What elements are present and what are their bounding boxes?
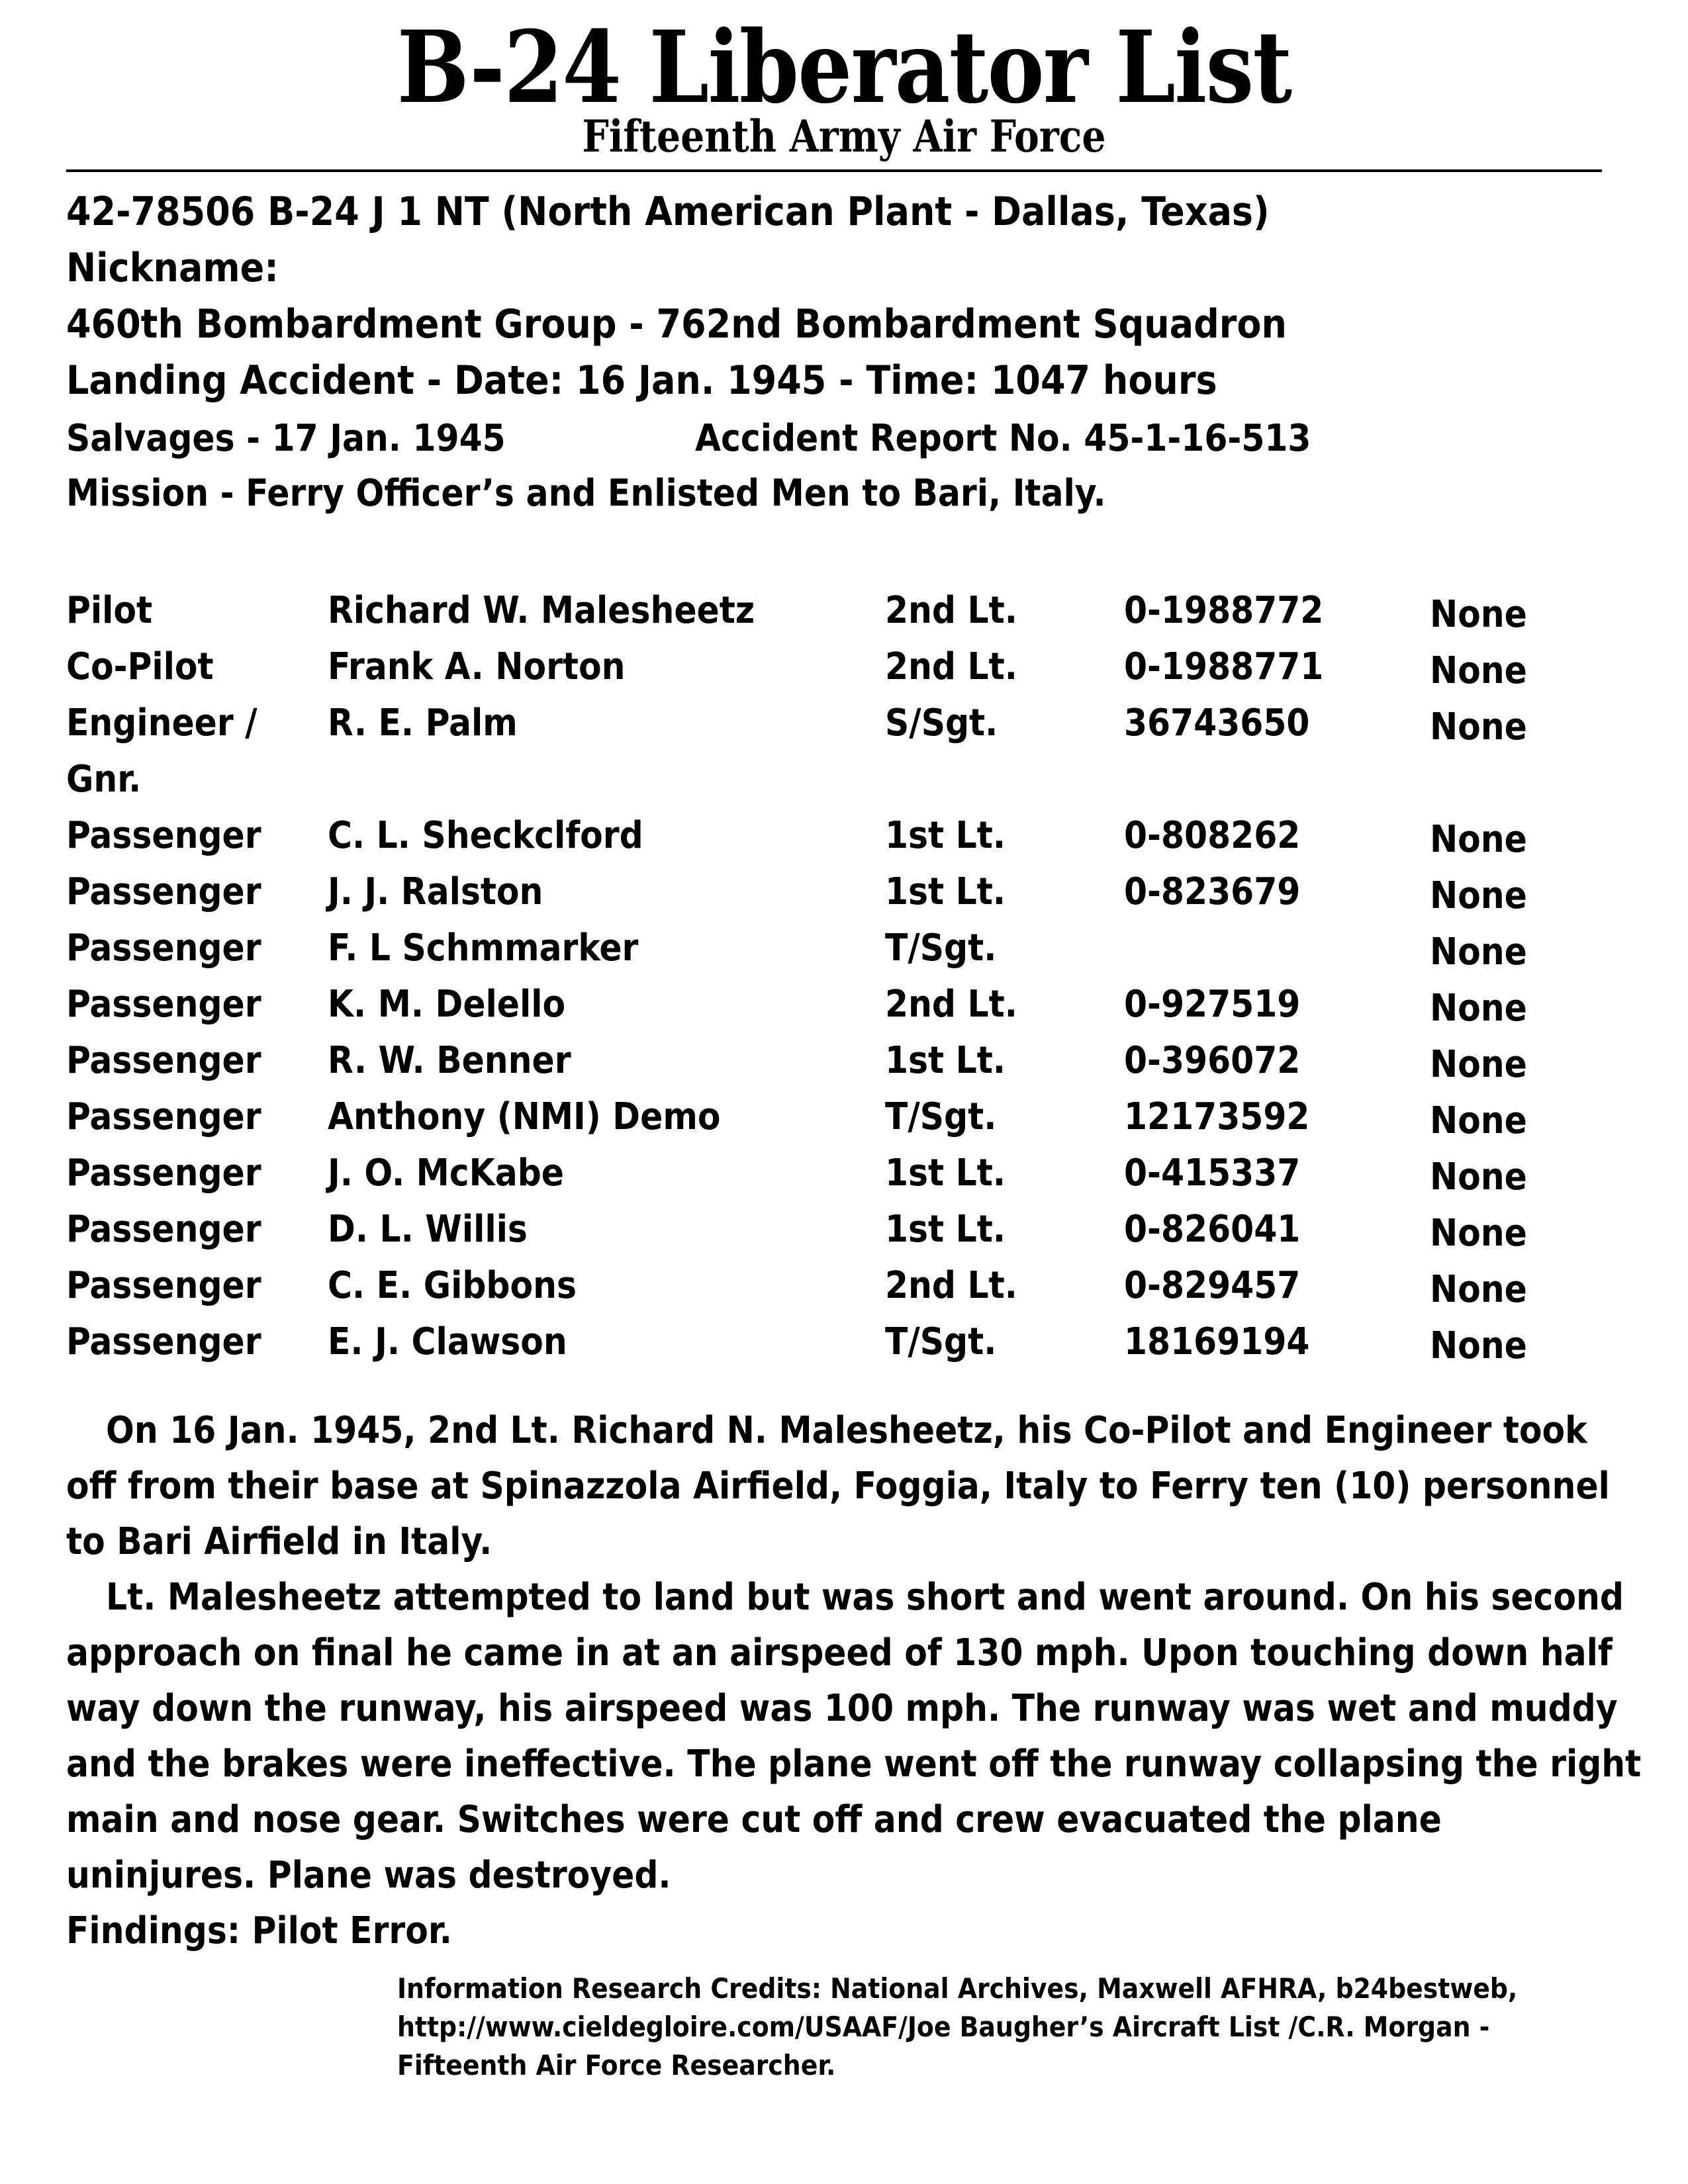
crew-row — [66, 807, 1622, 864]
crew-row — [66, 976, 1622, 1032]
crew-name: D. L. Willis — [328, 1208, 528, 1251]
crew-serial: 18169194 — [1124, 1320, 1310, 1363]
crew-name: Anthony (NMI) Demo — [328, 1095, 721, 1138]
crew-rank: 2nd Lt. — [885, 589, 1017, 632]
crew-status: None — [1430, 649, 1527, 692]
crew-role: Passenger — [66, 1320, 261, 1363]
crew-rank: T/Sgt. — [885, 927, 997, 970]
narrative-paragraph-2: Lt. Malesheetz attempted to land but was short and went around. On his second approach on final he came in at an airspeed of 130 mph. Upon touching down half way down the runway, his airspeed was 100 mph. The runway was wet and muddy and the brakes were ineffective. The plane went off the runway collapsing the right main and nose gear. Switches were cut off and crew evacuated the plane uninjures. Plane was destroyed. — [66, 1576, 1642, 1897]
crew-role: Co-Pilot — [66, 645, 214, 688]
crew-role: Passenger — [66, 927, 261, 970]
crew-name: J. O. McKabe — [328, 1152, 564, 1195]
crew-role: Passenger — [66, 814, 261, 857]
crew-row — [66, 1145, 1622, 1201]
crew-rank: 1st Lt. — [885, 870, 1006, 913]
crew-name: C. E. Gibbons — [328, 1264, 577, 1307]
aircraft-id-line: 42-78506 B-24 J 1 NT (North American Plant - Dallas, Texas) — [66, 189, 1270, 235]
findings: Findings: Pilot Error. — [66, 1909, 452, 1952]
crew-role: Passenger — [66, 983, 261, 1026]
crew-name: C. L. Sheckclford — [328, 814, 643, 857]
crew-name: J. J. Ralston — [328, 870, 543, 913]
crew-rank: 1st Lt. — [885, 814, 1006, 857]
title-divider — [66, 169, 1602, 172]
accident-report-line: Accident Report No. 45-1-16-513 — [695, 417, 1311, 460]
crew-row — [66, 695, 1622, 807]
page-title: B-24 Liberator List — [397, 9, 1291, 126]
mission-line: Mission - Ferry Officer’s and Enlisted Men to Bari, Italy. — [66, 472, 1106, 515]
crew-status: None — [1430, 1268, 1527, 1311]
crew-row — [66, 864, 1622, 920]
crew-status: None — [1430, 1212, 1527, 1255]
crew-status: None — [1430, 874, 1527, 917]
crew-row — [66, 1314, 1622, 1370]
crew-status: None — [1430, 1324, 1527, 1367]
crew-rank: 2nd Lt. — [885, 645, 1017, 688]
crew-row — [66, 1089, 1622, 1145]
crew-row — [66, 1032, 1622, 1089]
crew-status: None — [1430, 818, 1527, 861]
crew-name: R. E. Palm — [328, 702, 518, 745]
nickname-line: Nickname: — [66, 245, 279, 291]
crew-serial: 0-1988772 — [1124, 589, 1324, 632]
crew-rank: T/Sgt. — [885, 1095, 997, 1138]
crew-serial: 0-415337 — [1124, 1152, 1301, 1195]
crew-status: None — [1430, 987, 1527, 1030]
crew-serial: 0-829457 — [1124, 1264, 1301, 1307]
crew-serial: 0-927519 — [1124, 983, 1301, 1026]
crew-row — [66, 920, 1622, 976]
crew-status: None — [1430, 705, 1527, 749]
crew-role: Passenger — [66, 1152, 261, 1195]
page-subtitle: Fifteenth Army Air Force — [582, 111, 1106, 162]
crew-rank: 2nd Lt. — [885, 983, 1017, 1026]
crew-serial: 0-396072 — [1124, 1039, 1301, 1082]
crew-status: None — [1430, 1156, 1527, 1199]
crew-serial: 36743650 — [1124, 702, 1310, 745]
crew-rank: 2nd Lt. — [885, 1264, 1017, 1307]
crew-role: Passenger — [66, 1095, 261, 1138]
crew-serial: 0-823679 — [1124, 870, 1301, 913]
crew-rank: 1st Lt. — [885, 1152, 1006, 1195]
crew-status: None — [1430, 593, 1527, 636]
crew-status: None — [1430, 1099, 1527, 1142]
crew-status: None — [1430, 931, 1527, 974]
crew-role: Passenger — [66, 1039, 261, 1082]
crew-rank: 1st Lt. — [885, 1039, 1006, 1082]
crew-row — [66, 1201, 1622, 1257]
crew-role: Passenger — [66, 1264, 261, 1307]
crew-status: None — [1430, 1043, 1527, 1086]
crew-list — [66, 582, 1622, 1370]
crew-row — [66, 1257, 1622, 1314]
crew-role: Passenger — [66, 1208, 261, 1251]
crew-serial: 12173592 — [1124, 1095, 1310, 1138]
unit-line: 460th Bombardment Group - 762nd Bombardment Squadron — [66, 301, 1287, 347]
narrative-paragraph-1: On 16 Jan. 1945, 2nd Lt. Richard N. Malesheetz, his Co-Pilot and Engineer took off from their base at Spinazzola Airfield, Foggia, Italy to Ferry ten (10) personnel to Bari Airfield in Italy. — [66, 1409, 1610, 1563]
crew-rank: T/Sgt. — [885, 1320, 997, 1363]
salvage-line: Salvages - 17 Jan. 1945 — [66, 417, 506, 460]
crew-row — [66, 582, 1622, 639]
crew-serial: 0-1988771 — [1124, 645, 1324, 688]
crew-name: R. W. Benner — [328, 1039, 571, 1082]
crew-name: Frank A. Norton — [328, 645, 626, 688]
crew-role: Engineer / Gnr. — [66, 702, 258, 801]
crew-row — [66, 639, 1622, 695]
crew-name: Richard W. Malesheetz — [328, 589, 755, 632]
crew-rank: S/Sgt. — [885, 702, 998, 745]
accident-narrative — [66, 1403, 1642, 1959]
crew-name: F. L Schmmarker — [328, 927, 639, 970]
crew-name: K. M. Delello — [328, 983, 566, 1026]
crew-role: Pilot — [66, 589, 153, 632]
crew-name: E. J. Clawson — [328, 1320, 567, 1363]
research-credits: Information Research Credits: National Archives, Maxwell AFHRA, b24bestweb, http://www.cieldegloire.com/USAAF/Joe Baugher’s Aircraft List /C.R. Morgan - Fifteenth Air Force Researcher. — [397, 1972, 1518, 2081]
crew-rank: 1st Lt. — [885, 1208, 1006, 1251]
crew-role: Passenger — [66, 870, 261, 913]
accident-line: Landing Accident - Date: 16 Jan. 1945 - Time: 1047 hours — [66, 357, 1217, 404]
crew-serial: 0-826041 — [1124, 1208, 1301, 1251]
crew-serial: 0-808262 — [1124, 814, 1301, 857]
